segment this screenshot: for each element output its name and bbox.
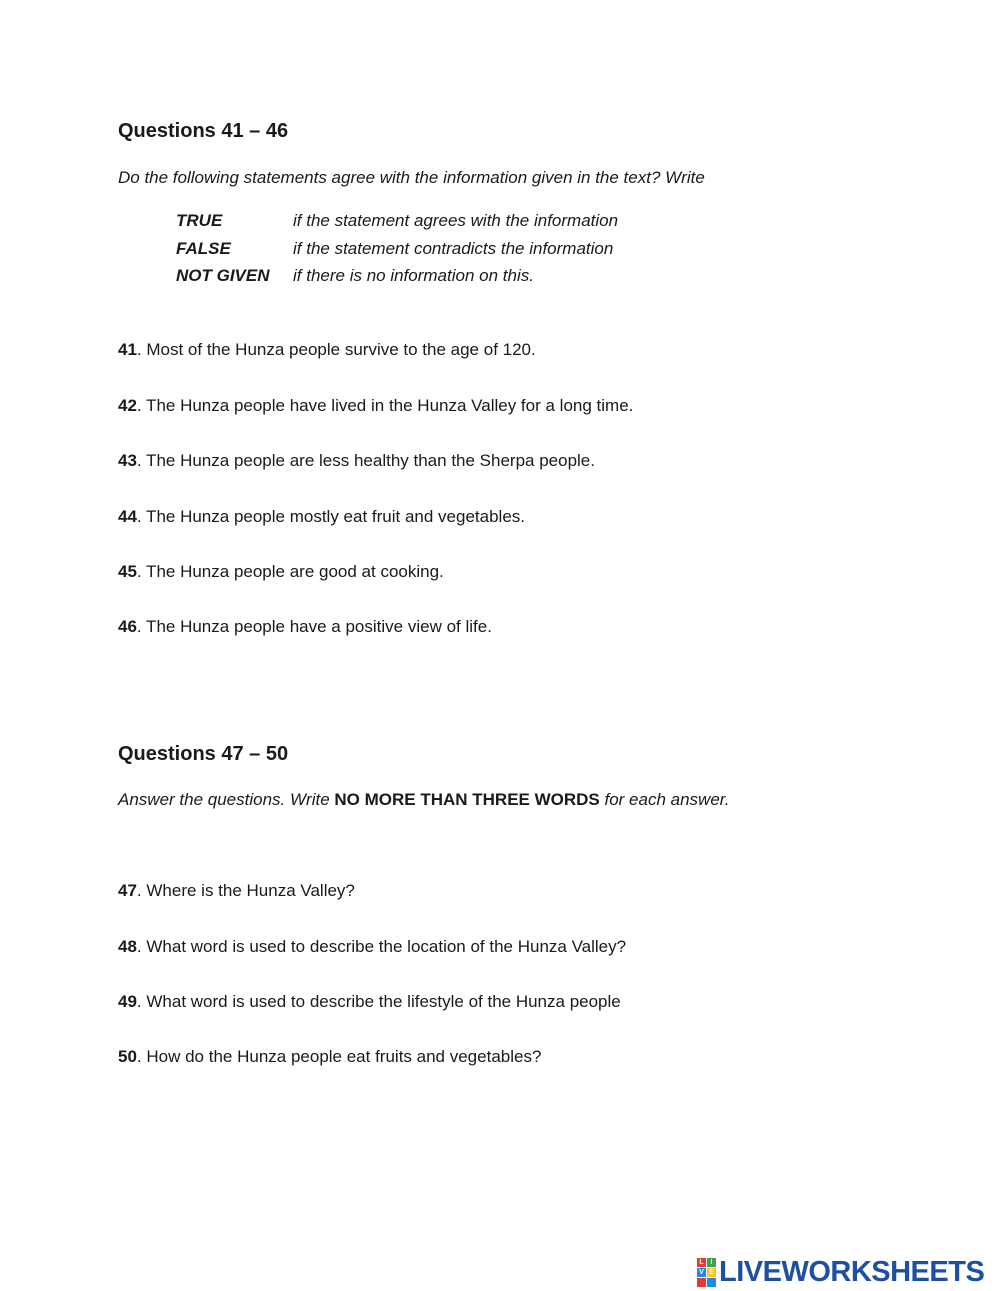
question-number: 50 <box>118 1047 137 1066</box>
instruction-text: for each answer. <box>599 790 730 809</box>
question-number: 42 <box>118 396 137 415</box>
key-term: TRUE <box>176 211 223 230</box>
question-number: 47 <box>118 881 137 900</box>
section1-instruction: Do the following statements agree with the information given in the text? Write <box>118 168 705 187</box>
question-number: 45 <box>118 562 137 581</box>
logo-tiles-icon <box>697 1258 716 1287</box>
logo-tile: L <box>697 1258 706 1267</box>
question-number: 49 <box>118 992 137 1011</box>
instruction-emphasis: NO MORE THAN THREE WORDS <box>334 790 600 809</box>
question-46 <box>118 617 492 637</box>
key-row-true <box>176 211 618 231</box>
logo-tile: V <box>697 1268 706 1277</box>
key-desc: if there is no information on this. <box>293 266 534 285</box>
question-text: . Most of the Hunza people survive to the age of 120. <box>136 340 536 359</box>
question-number: 48 <box>118 937 137 956</box>
key-row-not-given <box>176 266 534 286</box>
section2-heading: Questions 47 – 50 <box>118 743 289 765</box>
question-text: . The Hunza people have a positive view of life. <box>136 617 492 636</box>
question-number: 43 <box>118 451 137 470</box>
question-48 <box>118 937 626 957</box>
question-text: . What word is used to describe the location of the Hunza Valley? <box>136 937 627 956</box>
section1-heading: Questions 41 – 46 <box>118 120 289 142</box>
instruction-text: Answer the questions. Write <box>118 790 335 809</box>
question-44 <box>118 507 525 527</box>
logo-tile <box>707 1278 716 1287</box>
question-text: . The Hunza people have lived in the Hunza Valley for a long time. <box>136 396 634 415</box>
liveworksheets-logo[interactable] <box>697 1257 984 1287</box>
question-41 <box>118 340 536 360</box>
question-text: . Where is the Hunza Valley? <box>136 881 355 900</box>
question-text: . What word is used to describe the lifestyle of the Hunza people <box>136 992 621 1011</box>
logo-tile <box>697 1278 706 1287</box>
logo-text: LIVEWORKSHEETS <box>719 1255 985 1288</box>
question-47 <box>118 881 355 901</box>
key-desc: if the statement contradicts the information <box>293 239 614 258</box>
question-text: . How do the Hunza people eat fruits and vegetables? <box>136 1047 542 1066</box>
question-text: . The Hunza people are less healthy than the Sherpa people. <box>136 451 595 470</box>
key-row-false <box>176 239 613 259</box>
key-desc: if the statement agrees with the information <box>293 211 619 230</box>
question-43 <box>118 451 595 471</box>
key-term: NOT GIVEN <box>176 266 270 285</box>
section2-instruction <box>118 790 730 810</box>
question-50 <box>118 1047 541 1067</box>
question-45 <box>118 562 444 582</box>
question-49 <box>118 992 621 1012</box>
question-number: 41 <box>118 340 137 359</box>
question-text: . The Hunza people mostly eat fruit and vegetables. <box>136 507 526 526</box>
logo-tile: E <box>707 1268 716 1277</box>
question-text: . The Hunza people are good at cooking. <box>136 562 444 581</box>
question-42 <box>118 396 633 416</box>
key-term: FALSE <box>176 239 231 258</box>
question-number: 46 <box>118 617 137 636</box>
logo-tile: I <box>707 1258 716 1267</box>
question-number: 44 <box>118 507 137 526</box>
